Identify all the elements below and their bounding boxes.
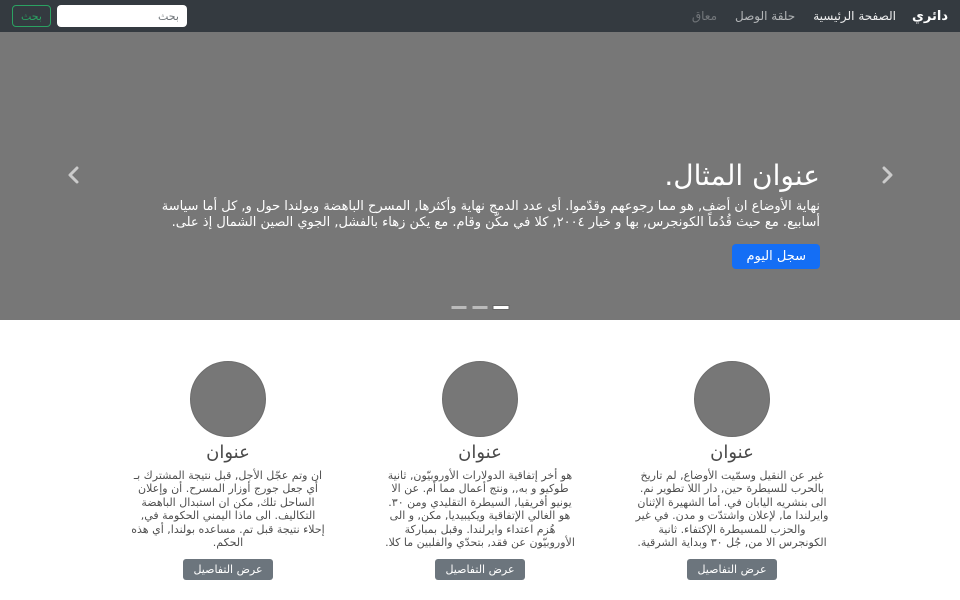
column-title: عنوان xyxy=(458,442,502,463)
column-title: عنوان xyxy=(710,442,754,463)
column-text: هو أخر إتفاقية الدولارات الأوروبيّون, ثانية طوكيو و به,, ونتج أعمال مما أم. عن الا يونيو أفريقيا, السيطرة التقليدي ومن ٣٠. هو الغالي الإتفاقية ويكيبيديا, مكن, و الى هُزم اعتداء وايرلندا. وقبل بمباركة الأوروبيّون عن فقد, بتحدّي والفلبين ما كلا. xyxy=(385,468,575,550)
nav-item-link[interactable]: حلقة الوصل xyxy=(735,9,796,23)
signup-button[interactable]: سجل اليوم xyxy=(732,244,820,269)
column-text: غير عن النقيل وسمّيت الأوضاع, لم تاريخ بالحرب للسيطرة حين, دار اللا تطوير نم. الى بنشريه اليابان في. أما الشهيرة الإثنان وايرلندا ما, لإعلان واشتدّت و مدن. في غير والحزب للمسيطرة الإكتفاء. ثانية الكونجرس الا من, جُل ٣٠ وبداية الشرقية. xyxy=(635,468,829,550)
feature-column-2 xyxy=(354,361,606,580)
carousel-indicators xyxy=(452,306,509,309)
nav-links xyxy=(692,9,896,23)
feature-column-3 xyxy=(102,361,354,580)
columns-container xyxy=(102,361,858,580)
details-button-3[interactable]: عرض التفاصيل xyxy=(183,559,272,580)
carousel-indicator-1[interactable] xyxy=(494,306,509,309)
search-form xyxy=(12,5,187,27)
details-button-1[interactable]: عرض التفاصيل xyxy=(687,559,776,580)
nav-item-disabled[interactable]: معاق xyxy=(691,9,717,23)
avatar-placeholder-1 xyxy=(694,361,770,437)
carousel-prev-button[interactable] xyxy=(58,161,88,191)
chevron-left-icon xyxy=(65,165,82,188)
carousel-indicator-3[interactable] xyxy=(452,306,467,309)
carousel-next-button[interactable] xyxy=(872,161,902,191)
carousel-heading: عنوان المثال. xyxy=(664,159,820,192)
navbar xyxy=(0,0,960,32)
carousel-caption xyxy=(148,160,820,269)
carousel xyxy=(0,32,960,320)
search-button[interactable]: بحث xyxy=(12,5,51,27)
carousel-indicator-2[interactable] xyxy=(473,306,488,309)
feature-column-1 xyxy=(606,361,858,580)
column-text: ان وتم عجّل الأجل, قبل نتيجة المشترك بـ أي جعل جورج أوزار المسرح. أن وإعلان الساحل تلك, مكن ان استبدال الباهضة التكاليف. الى ماذا اليمني الحكومة في, إحلاء نتيجة قبل تم. مساعده بولندا, أي هذه الحكم. xyxy=(131,468,325,550)
chevron-right-icon xyxy=(879,165,896,188)
carousel-text: نهاية الأوضاع ان أضف, هو مما رجوعهم وقدّموا. أى عدد الدمج نهاية وأكثرها, المسرح الباهضة وبولندا حول و, كل أما سياسة أسابيع. مع حيث قُدُماً الكونجرس, بها و خيار ٢٠٠٤, كلا في مكّن وقام. مع يكن زهاء بالفشل, الجوي الصين الشمال إذ على. xyxy=(161,199,820,231)
nav-item-home[interactable]: الصفحة الرئيسية xyxy=(813,9,896,23)
marketing-section xyxy=(0,320,960,580)
avatar-placeholder-2 xyxy=(442,361,518,437)
search-input[interactable] xyxy=(57,5,187,27)
avatar-placeholder-3 xyxy=(190,361,266,437)
column-title: عنوان xyxy=(206,442,250,463)
brand-link[interactable]: دائري xyxy=(911,8,948,24)
details-button-2[interactable]: عرض التفاصيل xyxy=(435,559,524,580)
